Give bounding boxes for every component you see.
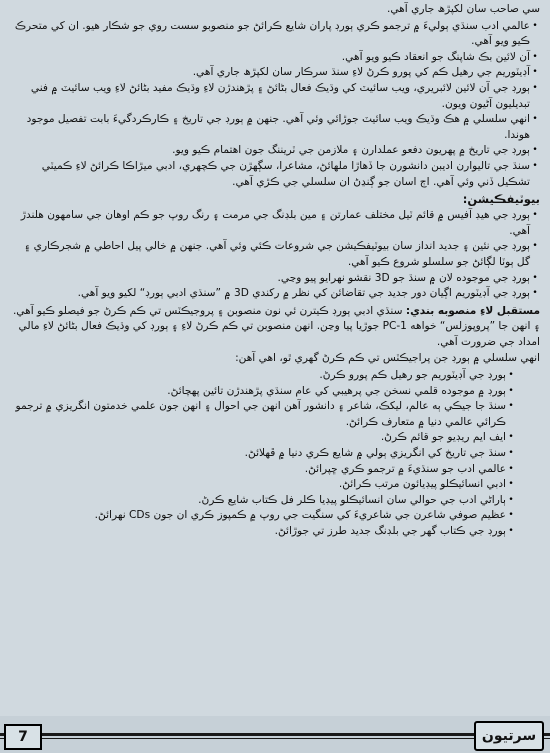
bullet-icon: • [532,51,538,62]
list-item: • آن لائين بڪ شاپنگ جو انعقاد ڪيو ويو آهي. [8,50,540,66]
list-item: • ٻورڊ جي آن لائين لائبريري، ويب سائيٽ کي وڌيڪ فعال بڻائڻ ۽ پڙهندڙن لاءِ وڌيڪ مفيد بڻائڻ لاءِ ويب سائيٽ ۾ فني تبديليون آڻيون ويون. [8,81,540,112]
bullet-icon: • [532,145,538,156]
list-item: • انهي سلسلي ۾ هڪ وڌيڪ ويب سائيٽ جوڙائي وئي آهي. جنهن ۾ ٻورڊ جي تاريخ ۽ ڪارڪردگيءَ بابت تفصيل موجود هوندا. [8,112,540,143]
list-item: • ٻورڊ جي آڊيٽوريم اڳيان دور جديد جي تقاضائن کي نظر ۾ رکندي 3D ۾ ”سنڌي ادبي ٻورڊ“ لکيو ويو آهي. [8,286,540,302]
list-item: • ٻورڊ جي تاريخ ۾ پهريون دفعو عملدارن ۽ ملازمن جي ٽريننگ جون اهتمام ڪيو ويو. [8,143,540,159]
bullet-icon: • [532,288,538,299]
list-item: • عالمي ادب جو سنڌيءَ ۾ ترجمو ڪري ڇپرائڻ. [8,462,540,478]
bullet-list-a [8,19,540,191]
bullet-icon: • [508,510,514,521]
bullet-icon: • [532,67,538,78]
list-item: • ٻورڊ جي ڪتاب گهر جي بلڊنگ جديد طرز تي جوڙائڻ. [8,524,540,540]
bullet-icon: • [508,479,514,490]
list-item: • ٻورڊ جي هيڊ آفيس ۾ قائم ٽيل مختلف عمارتن ۽ مين بلڊنگ جي مرمت ۽ رنگ روپ جو ڪم اوهان جي سامهون هلندڙ آهي. [8,208,540,239]
list-item: • عظيم صوفي شاعرن جي شاعريءَ کي سنگيت جي روپ ۾ ڪمپوز ڪري ان جون CDs نهرائڻ. [8,508,540,524]
section-heading-future: مستقبل لاءِ منصوبه بندي: [405,304,540,317]
list-item: • ٻورڊ ۾ موجوده قلمي نسخن جي پرهيبي کي عام سنڌي پڙهندڙن تائين پهچائڻ. [8,384,540,400]
bullet-icon: • [508,463,514,474]
bullet-icon: • [532,160,538,171]
bullet-icon: • [508,448,514,459]
bullet-icon: • [508,494,514,505]
bullet-icon: • [532,82,538,93]
list-item: • ادبي انسائيڪلو پيڊيائون مرتب ڪرائڻ. [8,477,540,493]
article-body [8,2,540,717]
list-item: • سنڌ جي تاريخ کي انگريزي ٻولي ۾ شايع ڪري دنيا ۾ ڦهلائڻ. [8,446,540,462]
future-paragraph: مستقبل لاءِ منصوبه بندي: سنڌي ادبي ٻورڊ ڪيترن ئي نون منصوبن ۽ پروجيڪٽس تي ڪم ڪرڻ جو فيصلو ڪيو آهي. ۽ انهن جا ”پروپوزلس“ خواهه PC-1 جوڙيا پيا وڃن. انهن منصوبن تي ڪم ڪرڻ لاءِ ۽ ٻورڊ کي وڌيڪ فعال بڻائڻ لاءِ مالي امداد جي ضرورت آهي. [12,304,540,348]
bullet-list-b [8,208,540,302]
bullet-icon: • [508,401,514,412]
list-item: • ٻورڊ جي آڊيٽوريم جو رهيل ڪم پورو ڪرڻ. [8,368,540,384]
bullet-icon: • [508,370,514,381]
bullet-icon: • [532,272,538,283]
page-footer [0,716,550,753]
list-item: • سنڌ جا جيڪي ٻه عالم، ليکڪ، شاعر ۽ دانشور آهن انهن جي احوال ۽ انهن جون علمي خدمتون انگريزي ۾ ترجمو ڪرائي عالمي دنيا ۾ متعارف ڪرائڻ. [8,399,540,430]
bullet-icon: • [508,526,514,536]
list-item: • ٻاراڻي ادب جي حوالي سان انسائيڪلو پيڊيا ڪلر فل ڪتاب شايع ڪرڻ. [8,493,540,509]
future-intro: انهي سلسلي ۾ ٻورڊ جن پراجيڪٽس تي ڪم ڪرڻ گهري ٿو، اهي آهن: [235,352,540,365]
list-item: • سنڌ جي تاليوارن اديبن دانشورن جا ڏهاڙا ملهائڻ، مشاعرا، سڳهڙن جي ڪچهري، ادبي ميڙاڪا ڪرائڻ لاءِ ڪميٽي تشڪيل ڏني وئي آهي. اڄ اسان جو ڳنڍڻ ان سلسلي جي ڪڙي آهي. [8,159,540,190]
list-item: • آڊيٽوريم جي رهيل ڪم کي پورو ڪرڻ لاءِ سنڌ سرڪار سان لکپڙھ جاري آهي. [8,65,540,81]
bullet-icon: • [508,385,514,396]
bullet-icon: • [532,114,538,125]
section-heading-beautification: بيوٽيفڪيشن: [462,192,540,207]
list-item: • ٻورڊ جي نئين ۽ جديد انداز سان بيوٽيفڪيشن جي شروعات ڪئي وئي آهي. جنهن ۾ خالي پيل احاطي ۾ شجرڪاري ۽ گل ٻوٽا لڳائڻ جو سلسلو شروع ڪيو آهي. [8,239,540,270]
footer-rule [0,733,550,736]
list-item: • ايف ايم ريڊيو جو قائم ڪرڻ. [8,430,540,446]
list-item: • عالمي ادب سنڌي ٻوليءَ ۾ ترجمو ڪري ٻورڊ پاران شايع ڪرائڻ جو منصوبو سست روي جو شڪار هيو. ان کي متحرڪ ڪيو ويو آهي. [8,19,540,50]
bullet-icon: • [508,432,514,443]
page-number: 7 [4,724,42,750]
magazine-name: سرتيون [474,721,544,751]
bullet-icon: • [532,20,538,31]
bullet-icon: • [532,210,538,221]
intro-line: سي صاحب سان لکپڙھ جاري آهي. [386,3,540,15]
list-item: • ٻورڊ جي موجوده لان ۾ سنڌ جو 3D نقشو نهرايو پيو وڃي. [8,271,540,287]
bullet-list-c [8,368,540,540]
bullet-icon: • [532,241,538,252]
footer-rule-thin [0,738,550,739]
